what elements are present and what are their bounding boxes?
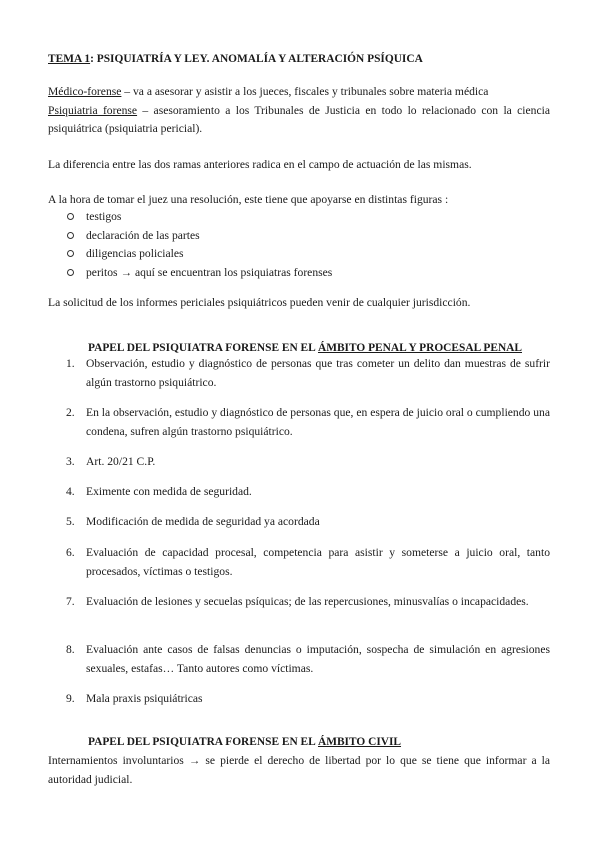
bullet-circle-icon [67, 213, 74, 220]
section-heading-civil: PAPEL DEL PSIQUIATRA FORENSE EN EL ÁMBITO CIVIL [88, 736, 402, 749]
title-text: : PSIQUIATRÍA Y LEY. ANOMALÍA Y ALTERACIÓN PSÍQUICA [90, 53, 423, 65]
section-heading-penal: PAPEL DEL PSIQUIATRA FORENSE EN EL ÁMBITO PENAL Y PROCESAL PENAL [88, 342, 522, 355]
list-item: 7. Evaluación de lesiones y secuelas psíquicas; de las repercusiones, minusvalías o incapacidades. [66, 595, 529, 608]
paragraph-civil: Internamientos involuntarios → se pierde el derecho de libertad por lo que se tiene que informar a la autoridad judicial. [48, 754, 550, 786]
list-item: 6. Evaluación de capacidad procesal, competencia para asistir y someterse a juicio oral, tanto procesados, víctimas o testigos. [66, 546, 550, 578]
list-item: peritos → aquí se encuentran los psiquiatras forenses [66, 264, 332, 283]
definition-text: – asesoramiento a los Tribunales de Justicia en todo lo relacionado con la ciencia psiquiátrica (psiquiatria pericial). [48, 103, 550, 135]
definitions [48, 83, 550, 139]
definition-medico-forense [48, 83, 550, 102]
definition-term: Médico-forense [48, 85, 122, 98]
paragraph-judge: A la hora de tomar el juez una resolución, este tiene que apoyarse en distintas figuras : [48, 193, 449, 206]
list-item: declaración de las partes [66, 227, 332, 246]
page-title [48, 50, 550, 69]
definition-psiquiatria-forense [48, 102, 550, 139]
bullet-circle-icon [67, 269, 74, 276]
paragraph-difference: La diferencia entre las dos ramas anteriores radica en el campo de actuación de las mismas. [48, 158, 472, 171]
list-item: 2. En la observación, estudio y diagnóstico de personas que, en espera de juicio oral o cumpliendo una condena, sufren algún trastorno psiquiátrico. [66, 406, 550, 438]
definition-text: – va a asesorar y asistir a los jueces, fiscales y tribunales sobre materia médica [121, 85, 489, 98]
figures-list [66, 208, 332, 282]
list-item: 5. Modificación de medida de seguridad ya acordada [66, 515, 320, 528]
list-item: 8. Evaluación ante casos de falsas denuncias o imputación, sospecha de simulación en agresiones sexuales, estafas… Tanto autores como víctimas. [66, 643, 550, 675]
list-item: testigos [66, 208, 332, 227]
definition-term: Psiquiatria forense [48, 103, 138, 117]
title-label: TEMA 1 [48, 53, 91, 65]
list-item: 3. Art. 20/21 C.P. [66, 455, 156, 468]
list-item: diligencias policiales [66, 245, 332, 264]
paragraph-requests: La solicitud de los informes periciales psiquiátricos pueden venir de cualquier jurisdicción. [48, 296, 471, 309]
bullet-circle-icon [67, 232, 74, 239]
list-item: 4. Eximente con medida de seguridad. [66, 485, 252, 498]
list-item: 9. Mala praxis psiquiátricas [66, 692, 203, 705]
list-item: 1. Observación, estudio y diagnóstico de personas que tras cometer un delito dan muestras de sufrir algún trastorno psiquiátrico. [66, 357, 550, 389]
bullet-circle-icon [67, 250, 74, 257]
